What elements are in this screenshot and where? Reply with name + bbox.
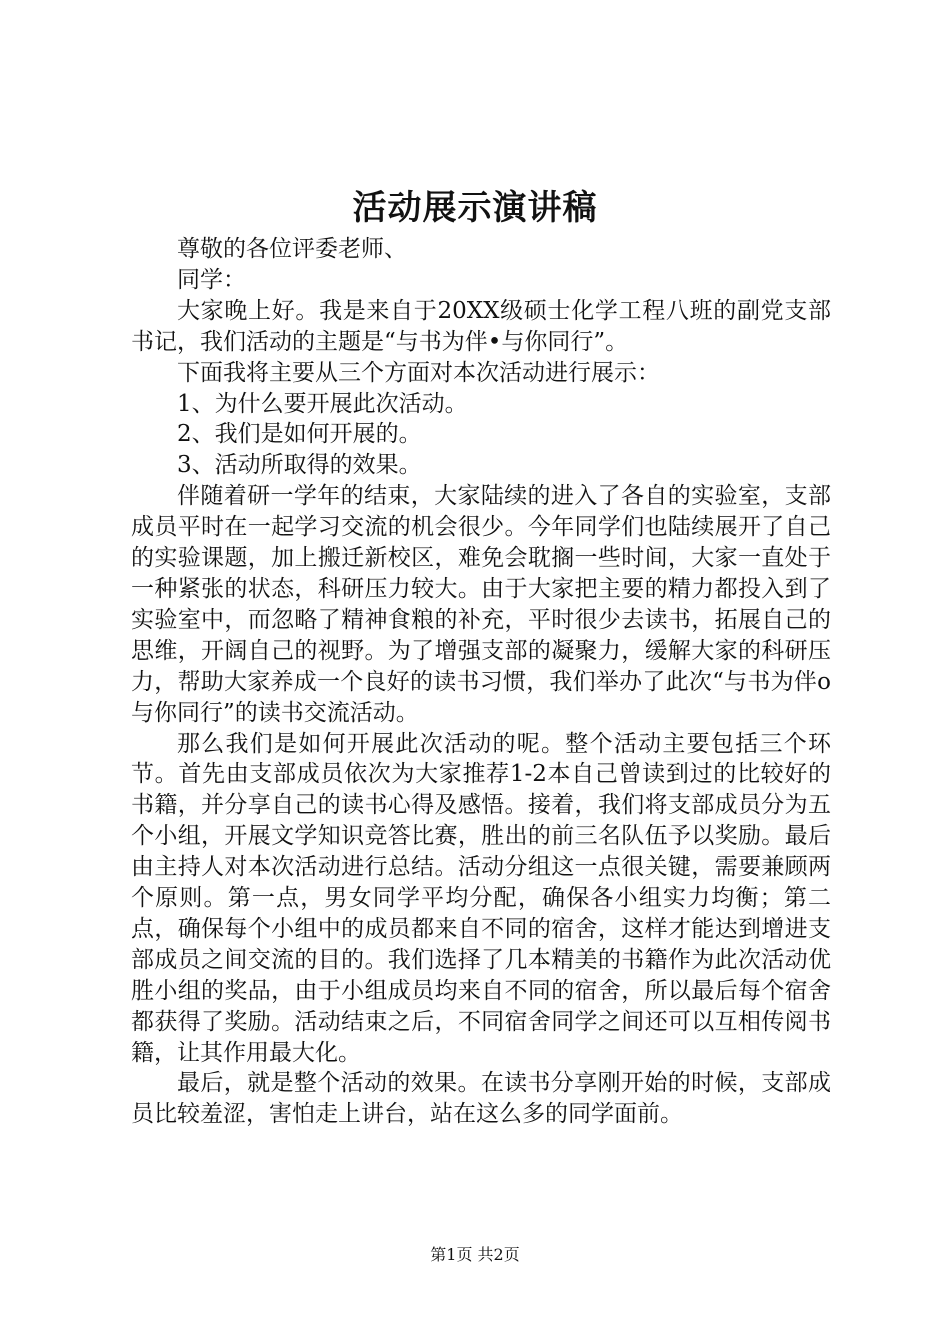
paragraph-outline-intro: 下面我将主要从三个方面对本次活动进行展示： (177, 359, 660, 386)
document-body (131, 234, 831, 1130)
paragraph-greeting: 大家晚上好。我是来自于20XX级硕士化学工程八班的副党支部书记，我们活动的主题是“与书为伴•与你同行”。 (131, 297, 831, 355)
paragraph-outline-item-2: 2、我们是如何开展的。 (177, 421, 422, 448)
paragraph-process: 那么我们是如何开展此次活动的呢。整个活动主要包括三个环节。首先由支部成员依次为大家推荐1-2本自己曾读到过的比较好的书籍，并分享自己的读书心得及感悟。接着，我们将支部成员分为五个小组，开展文学知识竞答比赛，胜出的前三名队伍予以奖励。最后由主持人对本次活动进行总结。活动分组这一点很关键，需要兼顾两个原则。第一点，男女同学平均分配，确保各小组实力均衡；第二点，确保每个小组中的成员都来自不同的宿舍，这样才能达到增进支部成员之间交流的目的。我们选择了几本精美的书籍作为此次活动优胜小组的奖品，由于小组成员均来自不同的宿舍，所以最后每个宿舍都获得了奖励。活动结束之后，不同宿舍同学之间还可以互相传阅书籍，让其作用最大化。 (131, 730, 831, 1066)
paragraph-salutation-1: 尊敬的各位评委老师、 (177, 236, 407, 262)
page-footer: 第1页 共2页 (430, 1245, 520, 1264)
paragraph-salutation-2: 同学： (177, 266, 246, 293)
paragraph-results: 最后，就是整个活动的效果。在读书分享刚开始的时候，支部成员比较羞涩，害怕走上讲台，站在这么多的同学面前。 (131, 1070, 831, 1128)
paragraph-outline-item-1: 1、为什么要开展此次活动。 (177, 390, 468, 417)
paragraph-outline-item-3: 3、活动所取得的效果。 (177, 452, 422, 479)
document-title: 活动展示演讲稿 (352, 188, 598, 228)
paragraph-background: 伴随着研一学年的结束，大家陆续的进入了各自的实验室，支部成员平时在一起学习交流的机会很少。今年同学们也陆续展开了自己的实验课题，加上搬迁新校区，难免会耽搁一些时间，大家一直处于一种紧张的状态，科研压力较大。由于大家把主要的精力都投入到了实验室中，而忽略了精神食粮的补充，平时很少去读书，拓展自己的思维，开阔自己的视野。为了增强支部的凝聚力，缓解大家的科研压力，帮助大家养成一个良好的读书习惯，我们举办了此次“与书为伴o与你同行”的读书交流活动。 (131, 483, 831, 726)
